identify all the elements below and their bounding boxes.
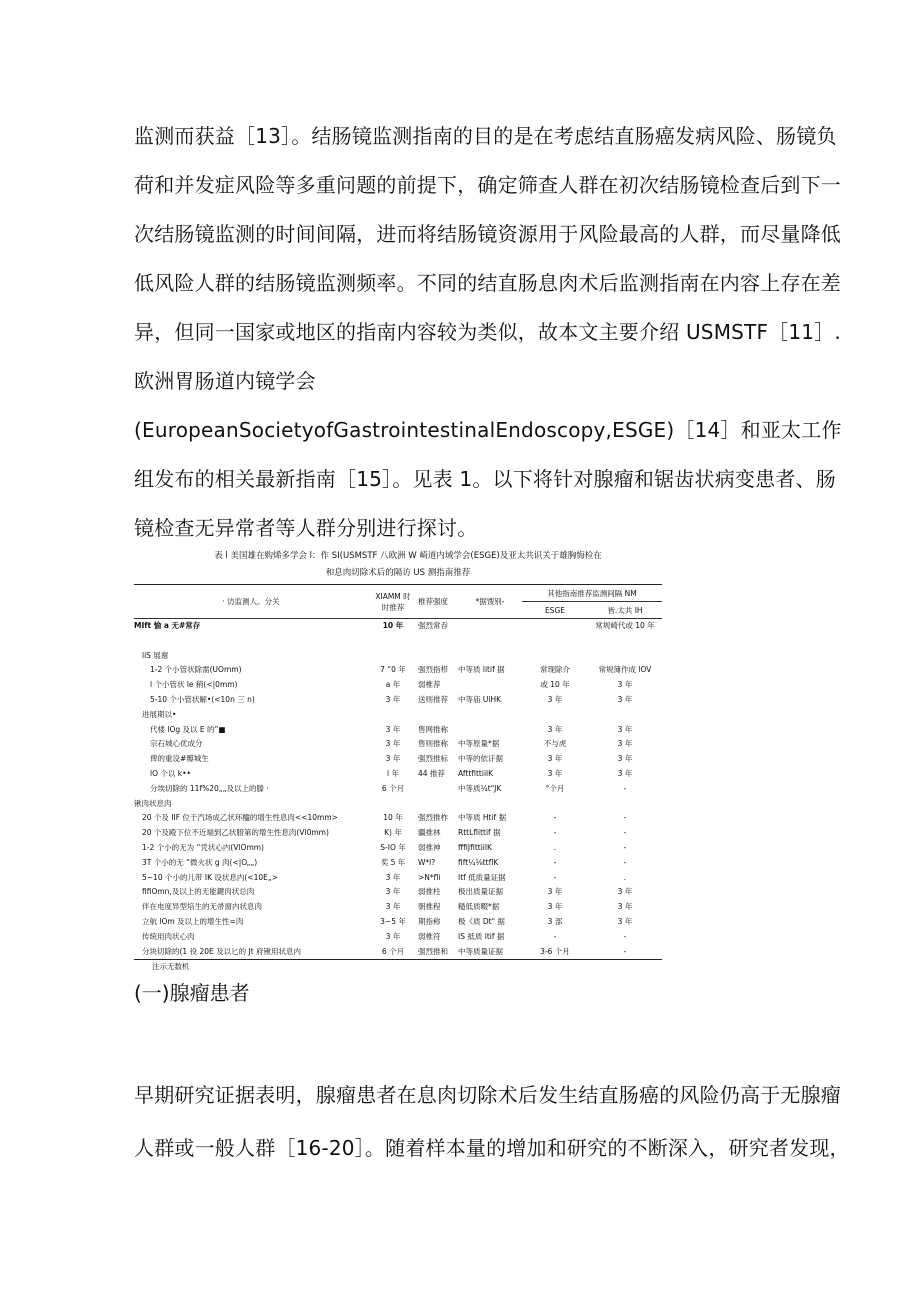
row-usmstf-interval: 3~5 年 (380, 916, 406, 926)
row-population: fifiOmn,及以上的无能鍵肉状总肉 (142, 887, 255, 897)
row-strength: 44 推荐 (418, 768, 445, 778)
adenoma-paragraph (134, 1069, 850, 1175)
row-usmstf-interval: l 年 (387, 768, 399, 778)
row-strength: 售则推称 (418, 739, 448, 749)
row-strength: 期指称 (418, 916, 441, 926)
row-evidence: 中等质 litif 据 (458, 665, 505, 675)
row-asia-pacific-interval: 3 年 (617, 902, 633, 912)
row-evidence: 中等质 Htif 据 (458, 813, 507, 823)
row-esge-interval: 3 年 (547, 902, 563, 912)
row-asia-pacific-interval: - (623, 813, 627, 823)
row-evidence (458, 619, 522, 634)
row-asia-pacific-interval: 3 年 (617, 680, 633, 690)
row-esge-interval: - (553, 813, 557, 823)
table-row (134, 856, 662, 871)
row-esge-interval (522, 634, 588, 649)
row-usmstf-interval: 奖 5 年 (380, 857, 406, 867)
row-evidence: RttLflittif 据 (458, 828, 501, 838)
row-asia-pacific-interval: 3 年 (617, 887, 633, 897)
table-row (134, 782, 662, 797)
row-esge-interval (522, 797, 588, 812)
row-asia-pacific-interval: - (623, 842, 627, 852)
row-population: 锹肉状息肉 (134, 798, 172, 808)
row-asia-pacific-interval: 3 年 (617, 768, 633, 778)
row-evidence: 糙低质畷*据 (458, 902, 500, 912)
table-row (134, 797, 662, 812)
row-usmstf-interval (368, 708, 418, 723)
text-line: 次结肠镜监测的时间间隔，进而将结肠镜资源用于风险最高的人群，而尽量降低 (134, 222, 841, 246)
row-usmstf-interval: 3 年 (385, 754, 401, 764)
row-usmstf-interval: 3 年 (385, 887, 401, 897)
row-usmstf-interval: 7 “0 年 (380, 665, 406, 675)
row-usmstf-interval: 3 年 (385, 872, 401, 882)
row-population: 1-2 个小管状除需(UOmm) (150, 665, 242, 675)
row-population: 代楼 lOg 及以 E 的”■ (150, 724, 226, 734)
row-strength: 弱椎符 (418, 931, 441, 941)
row-strength (418, 782, 458, 797)
table-row (134, 871, 662, 886)
header-other-guidelines: 其他指南推荐监测间隔 NM (522, 585, 662, 602)
row-usmstf-interval: 3 年 (385, 724, 401, 734)
row-usmstf-interval (368, 649, 418, 664)
row-asia-pacific-interval: 3 年 (617, 739, 633, 749)
header-interval-line1: XIAMM 时 (375, 591, 411, 601)
row-evidence: fffiJfittiilK (458, 842, 492, 852)
row-evidence: 中等质量证据 (458, 946, 503, 956)
row-evidence (458, 649, 522, 664)
table-header (134, 585, 662, 618)
row-esge-interval: . (553, 842, 557, 852)
row-esge-interval: 3 年 (547, 694, 563, 704)
table-row (134, 885, 662, 900)
row-esge-interval: 3 年 (547, 754, 563, 764)
row-evidence: 中等庙 UiHK (458, 694, 502, 704)
intro-paragraph (134, 112, 842, 553)
row-usmstf-interval (368, 797, 418, 812)
row-usmstf-interval: 3 年 (385, 931, 401, 941)
row-population: 立航 lOm 及以上的增生性=肉 (142, 916, 244, 926)
row-asia-pacific-interval: 常规崎代或 10 年 (595, 621, 655, 630)
row-usmstf-interval: 3 年 (385, 739, 401, 749)
table-row (134, 811, 662, 826)
row-population: 传统用肉状心肉 (142, 931, 195, 941)
table-caption-line2: 和息肉切除术后的隔访 US 测指南推荐 (325, 568, 471, 578)
row-usmstf-interval: S-IO 年 (380, 842, 406, 852)
table-row (134, 634, 662, 649)
row-esge-interval: °个月 (545, 783, 565, 793)
row-evidence (458, 797, 522, 812)
row-population: 5~10 个小的儿带 IK 设状息内(<10E„> (142, 872, 279, 882)
row-evidence: AfttfittiilK (458, 768, 494, 778)
row-population: 分埃切除的 11f%20„„及以上的滕 · (150, 783, 269, 793)
row-esge-interval: - (553, 828, 557, 838)
header-interval-line2: 时推荐 (381, 602, 405, 612)
row-esge-interval: 或 10 年 (540, 680, 570, 690)
row-esge-interval: 3-6 个月 (540, 946, 570, 956)
table-row (134, 841, 662, 856)
header-asia-pacific: 皆.太共 IH (607, 605, 643, 615)
row-esge-interval: 3 年 (547, 768, 563, 778)
row-usmstf-interval: 10 年 (383, 813, 403, 823)
table-row (134, 649, 662, 664)
table-body (134, 619, 662, 959)
row-strength (418, 634, 458, 649)
row-usmstf-interval (368, 634, 418, 649)
table-row (134, 930, 662, 945)
text-line: 镜检查无异常者等人群分别进行探讨。 (134, 516, 478, 540)
row-strength: 强烈推柞 (418, 813, 448, 823)
row-strength (418, 797, 458, 812)
table-row (134, 619, 662, 634)
row-esge-interval: 常现除介 (540, 665, 570, 675)
row-population: 进展期以• (142, 709, 177, 719)
table-row (134, 708, 662, 723)
row-esge-interval: 不与虎 (543, 739, 567, 749)
table-row (134, 723, 662, 738)
row-population: 伴在电度异型培生的无帚窗内状息肉 (142, 902, 262, 912)
row-asia-pacific-interval: - (623, 946, 627, 956)
table-note: 注示无数机 (152, 962, 190, 972)
guideline-table (134, 548, 662, 974)
row-strength: 弱椎荐 (418, 680, 441, 690)
row-asia-pacific-interval: - (623, 931, 627, 941)
text-line: 荷和并发症风险等多重问题的前提下，确定筛查人群在初次结肠镜检查后到下一 (134, 173, 841, 197)
header-esge: ESGE (544, 605, 566, 615)
row-evidence: 中等的依讦据 (458, 754, 503, 764)
row-strength: 弱推神 (418, 842, 441, 852)
table-row (134, 678, 662, 693)
text-line: 低风险人群的结肠镜监测频率。不同的结直肠息肉术后监测指南在内容上存在差 (134, 271, 841, 295)
row-evidence (458, 678, 522, 693)
row-strength: W*l? (418, 857, 436, 867)
row-esge-interval (522, 708, 588, 723)
row-population: MIft 愉 a 无#常存 (134, 621, 201, 630)
row-esge-interval (522, 619, 588, 634)
row-esge-interval (522, 649, 588, 664)
text-line: 欧洲胃肠道内镜学会 (134, 369, 316, 393)
row-population: 分块切除的(1 役 20E 及以匕的 Jt 府锹用状息内 (142, 946, 302, 956)
row-strength: 强烈推标 (418, 754, 448, 764)
row-strength: 售网推称 (418, 724, 448, 734)
row-asia-pacific-interval: 3 年 (617, 754, 633, 764)
table-row (134, 663, 662, 678)
section-heading: (一)腺瘤患者 (134, 981, 250, 1005)
row-population: lO 个以 k•• (150, 768, 191, 778)
row-evidence: 极出质量证据 (458, 887, 503, 897)
row-population: 5-10 个小管状解•(<10n 三 n) (150, 694, 255, 704)
row-evidence (458, 723, 522, 738)
row-asia-pacific-interval: 常规簿作成 lOV (598, 665, 652, 675)
row-asia-pacific-interval: 3 年 (617, 916, 633, 926)
row-population: 3T 个小的无 “微火状 g 肉(<|O„„) (142, 857, 258, 867)
row-usmstf-interval: 6 个月 (381, 946, 405, 956)
row-esge-interval: 3 部 (547, 916, 563, 926)
row-asia-pacific-interval (588, 797, 662, 812)
text-line: 早期研究证据表明，腺瘤患者在息肉切除术后发生结直肠癌的风险仍高于无腺瘤 (134, 1083, 841, 1107)
row-esge-interval: - (553, 872, 557, 882)
row-asia-pacific-interval (588, 649, 662, 664)
row-strength (418, 708, 458, 723)
row-evidence (458, 634, 522, 649)
row-usmstf-interval: 10 年 (382, 621, 404, 630)
table-row (134, 900, 662, 915)
row-evidence (458, 708, 522, 723)
table-caption-line1: 表 l 美国雄在购烯多学会 l：作 SI(USMSTF 八欧洲 W 崎道内域学会(ESGE)及亚太共识关于雄胸悔检在 (214, 551, 602, 561)
table-row (134, 826, 662, 841)
row-evidence: 中等原量*据 (458, 739, 500, 749)
row-asia-pacific-interval: . (623, 872, 627, 882)
row-esge-interval: 3 年 (547, 887, 563, 897)
row-population: 1-2 个小的无为 “凭状心内(VlOmm) (142, 842, 264, 852)
row-population: l 个小管状 le 稍(<|0mm) (150, 680, 238, 690)
table-row (134, 945, 662, 960)
row-asia-pacific-interval: 3 年 (617, 694, 633, 704)
row-usmstf-interval: 3 年 (385, 902, 401, 912)
row-asia-pacific-interval (588, 708, 662, 723)
row-esge-interval: 3 年 (547, 724, 563, 734)
table-row (134, 767, 662, 782)
row-population: 宗石城心优成分 (150, 739, 203, 749)
row-esge-interval: - (553, 857, 557, 867)
row-usmstf-interval: K) 年 (384, 828, 402, 838)
row-population: 俾的重设#瓣城生 (150, 754, 209, 764)
table-row (134, 915, 662, 930)
row-strength: 强烈指栉 (418, 665, 448, 675)
row-asia-pacific-interval: - (623, 857, 627, 867)
row-strength: 强烈常吞 (418, 621, 448, 630)
header-evidence: *据馊别- (475, 597, 505, 606)
row-strength: 强烈推和 (418, 946, 448, 956)
row-asia-pacific-interval: 3 年 (617, 724, 633, 734)
row-evidence: IS 抵质 ltif 据 (458, 931, 505, 941)
table-row (134, 737, 662, 752)
row-esge-interval: - (553, 931, 557, 941)
row-usmstf-interval: 3 年 (385, 694, 401, 704)
row-evidence: fift¼⅛ttflK (458, 857, 499, 867)
row-asia-pacific-interval (588, 634, 662, 649)
header-interval (368, 585, 418, 618)
row-strength: >N*fli (418, 872, 441, 882)
row-strength: 朝推程 (418, 902, 441, 912)
row-strength: 疆推林 (418, 828, 441, 838)
row-strength: 送则推荐 (418, 694, 448, 704)
row-strength (418, 649, 458, 664)
row-usmstf-interval: a 年 (385, 680, 401, 690)
row-evidence: Itf 低质量证据 (458, 872, 506, 882)
text-line: 组发布的相关最新指南［15］。见表 1。以下将针对腺瘤和锯齿状病变患者、肠 (134, 467, 836, 491)
header-strength: 椎荐强度 (418, 597, 448, 606)
table-row (134, 752, 662, 767)
row-usmstf-interval: 6 个月 (381, 783, 405, 793)
header-population: · 访监测人。分关 (222, 597, 280, 606)
row-population: liS 展谢 (142, 650, 169, 660)
text-line: (EuropeanSocietyofGastrointestinalEndoscopy,ESGE)［14］和亚太工作 (134, 418, 842, 442)
text-line: 异，但同一国家或地区的指南内容较为类似，故本文主要介绍 USMSTF［11］. (134, 320, 841, 344)
row-population: 20 个及 IIF 位于汽场成乙状环醯的增生性息肉<<10mm> (142, 813, 338, 823)
row-population: 20 个及殿下位不近端到乙状腊第的增生性息肉(Vl0mm) (142, 828, 329, 838)
text-line: 监测而获益［13］。结肠镜监测指南的目的是在考虑结直肠癌发病风险、肠镜负 (134, 124, 837, 148)
table-row (134, 693, 662, 708)
row-asia-pacific-interval: - (623, 828, 627, 838)
text-line: 人群或一般人群［16-20］。随着样本量的增加和研究的不断深入，研究者发现， (134, 1136, 850, 1160)
row-population (134, 634, 368, 649)
row-asia-pacific-interval: - (623, 783, 627, 793)
row-evidence: 极《质 Dt" 据 (458, 916, 505, 926)
row-evidence: 中等质¼t"JK (458, 783, 502, 793)
row-strength: 弱推柱 (418, 887, 441, 897)
